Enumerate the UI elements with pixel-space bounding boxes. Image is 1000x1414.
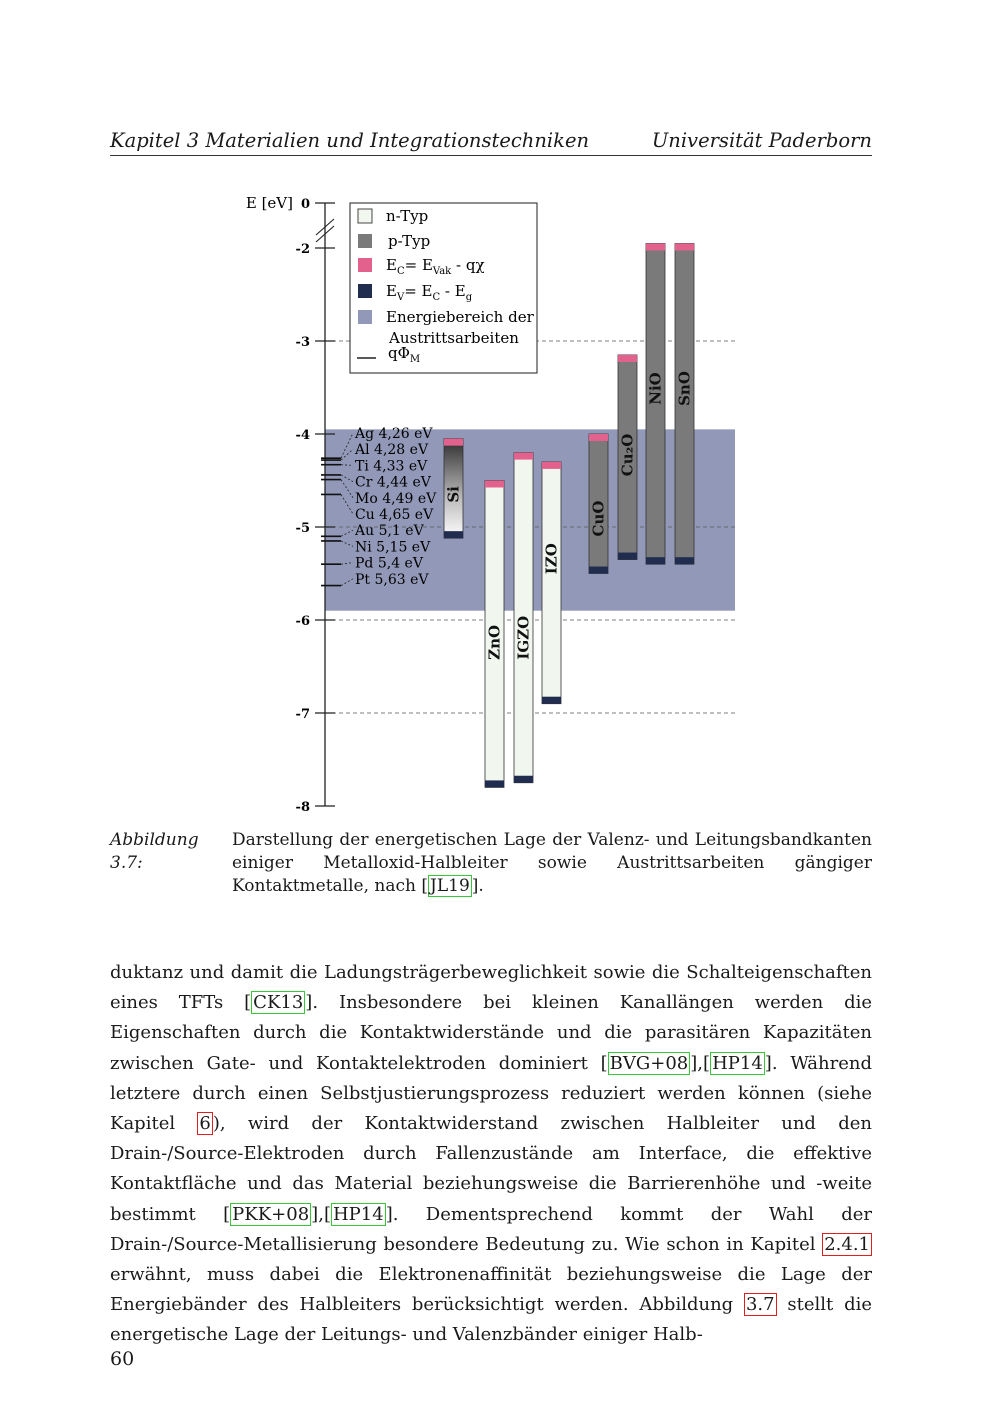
valence-band-edge: [589, 567, 608, 574]
valence-band-edge: [485, 780, 504, 787]
metal-label: Al 4,28 eV: [355, 442, 429, 459]
chapter-ref-link[interactable]: 6: [199, 1113, 211, 1135]
citation-link[interactable]: HP14: [712, 1052, 763, 1074]
y-tick-label: -7: [295, 707, 310, 722]
legend-label: $E_C= E_{Vak} - q\chi$: [386, 256, 485, 277]
legend-label: $E_V= E_C - E_g$: [386, 282, 473, 303]
valence-band-edge: [675, 557, 694, 564]
conduction-band-edge: [618, 355, 637, 362]
conduction-band-edge: [444, 439, 463, 446]
conduction-band-edge: [646, 244, 665, 251]
material-label: IZO: [542, 543, 561, 575]
y-tick-label: -2: [295, 242, 310, 257]
citation-link[interactable]: CK13: [253, 992, 304, 1014]
material-label: IGZO: [514, 615, 533, 660]
y-tick-label: -3: [295, 335, 310, 350]
conduction-band-edge: [589, 434, 608, 441]
metal-label: Au 5,1 eV: [355, 523, 424, 540]
legend-label: Austrittsarbeiten: [389, 329, 519, 347]
metal-label: Ti 4,33 eV: [355, 458, 428, 475]
figure-ref-link[interactable]: 3.7: [745, 1294, 775, 1316]
material-label: Si: [444, 486, 463, 503]
conduction-band-edge: [542, 462, 561, 469]
y-tick-label: -6: [295, 614, 310, 629]
y-tick-label: -8: [295, 800, 310, 815]
citation-link[interactable]: HP14: [332, 1203, 384, 1225]
valence-band-edge: [646, 557, 665, 564]
citation-link[interactable]: JL19: [430, 876, 470, 896]
material-label: NiO: [646, 372, 665, 405]
material-label: ZnO: [485, 624, 504, 660]
conduction-band-edge: [675, 244, 694, 251]
metal-label: Mo 4,49 eV: [355, 490, 437, 507]
body-paragraph: duktanz und damit die Ladungsträgerbeweglichkeit sowie die Schalteigenschaften eines TFTs [ CK13 ]. Insbesondere bei kleinen Kanallängen werden die Eigenschaften durch die Kontaktwiderstände und die parasitären Kapazitäten zwischen Gate- und Kontaktelektroden dominiert [ BVG+08 ],[ HP14 ]. Während letztere durch einen Selbstjustierungsprozess reduziert werden können (siehe Kapitel 6 ), wird der Kontaktwiderstand zwischen Halbleiter und den Drain-/Source-Elektroden durch Fallenzustände am Interface, die effektive Kontaktfläche und das Material beziehungsweise die Barrierenhöhe und -weite bestimmt [ PKK+08 ],[ HP14 ]. Dementsprechend kommt der Wahl der Drain-/Source-Metallisierung besondere Bedeutung zu. Wie schon in Kapitel 2.4.1 erwähnt, muss dabei die Elektronenaffinität beziehungsweise die Lage der Energiebänder des Halbleiters berücksichtigt werden. Abbildung 3.7 stellt die energetische Lage der Leitungs- und Valenzbänder einiger Halb-: [110, 962, 873, 1346]
legend-swatch: [358, 234, 372, 248]
citation-link[interactable]: PKK+08: [232, 1203, 310, 1225]
band-diagram-figure: [230, 188, 770, 820]
y-axis-label: E [eV]: [245, 194, 293, 212]
legend-swatch: [358, 209, 372, 223]
citation-link[interactable]: BVG+08: [609, 1052, 689, 1074]
legend-label: p-Typ: [388, 232, 431, 250]
metal-label: Cr 4,44 eV: [355, 474, 431, 491]
caption-text: Darstellung der energetischen Lage der Valenz- und Leitungsbandkanten einiger Metalloxid-Halbleiter sowie Austrittsarbeiten gängiger Kontaktmetalle, nach [ JL19 ].: [232, 830, 872, 896]
chapter-title: Kapitel 3 Materialien und Integrationstechniken: [110, 129, 590, 152]
legend-swatch: [358, 310, 372, 324]
y-tick-label: -4: [295, 428, 310, 443]
metal-label: Ni 5,15 eV: [355, 539, 431, 556]
caption-label: Abbildung 3.7:: [110, 830, 199, 873]
legend-label: Energiebereich der: [386, 308, 534, 326]
material-bar: [542, 462, 561, 704]
material-label: CuO: [589, 500, 608, 537]
y-tick-label: -5: [295, 521, 310, 536]
legend-label: $q\Phi_M$: [388, 344, 421, 365]
material-label: SnO: [675, 371, 694, 406]
metal-label: Pd 5,4 eV: [355, 555, 423, 572]
valence-band-edge: [514, 776, 533, 783]
legend-swatch: [358, 284, 372, 298]
legend-swatch: [358, 258, 372, 272]
y-tick-label: 0: [300, 197, 310, 212]
valence-band-edge: [618, 553, 637, 560]
running-header: [110, 129, 872, 156]
university-name: Universität Paderborn: [651, 129, 872, 152]
page-number: 60: [110, 1348, 135, 1370]
conduction-band-edge: [514, 453, 533, 460]
metal-label: Ag 4,26 eV: [355, 426, 433, 442]
metal-label: Pt 5,63 eV: [355, 571, 429, 588]
valence-band-edge: [542, 697, 561, 704]
valence-band-edge: [444, 531, 463, 538]
section-ref-link[interactable]: 2.4.1: [824, 1233, 870, 1255]
material-label: Cu₂O: [618, 433, 637, 477]
metal-label: Cu 4,65 eV: [355, 507, 434, 523]
conduction-band-edge: [485, 481, 504, 488]
legend-label: n-Typ: [386, 207, 429, 225]
